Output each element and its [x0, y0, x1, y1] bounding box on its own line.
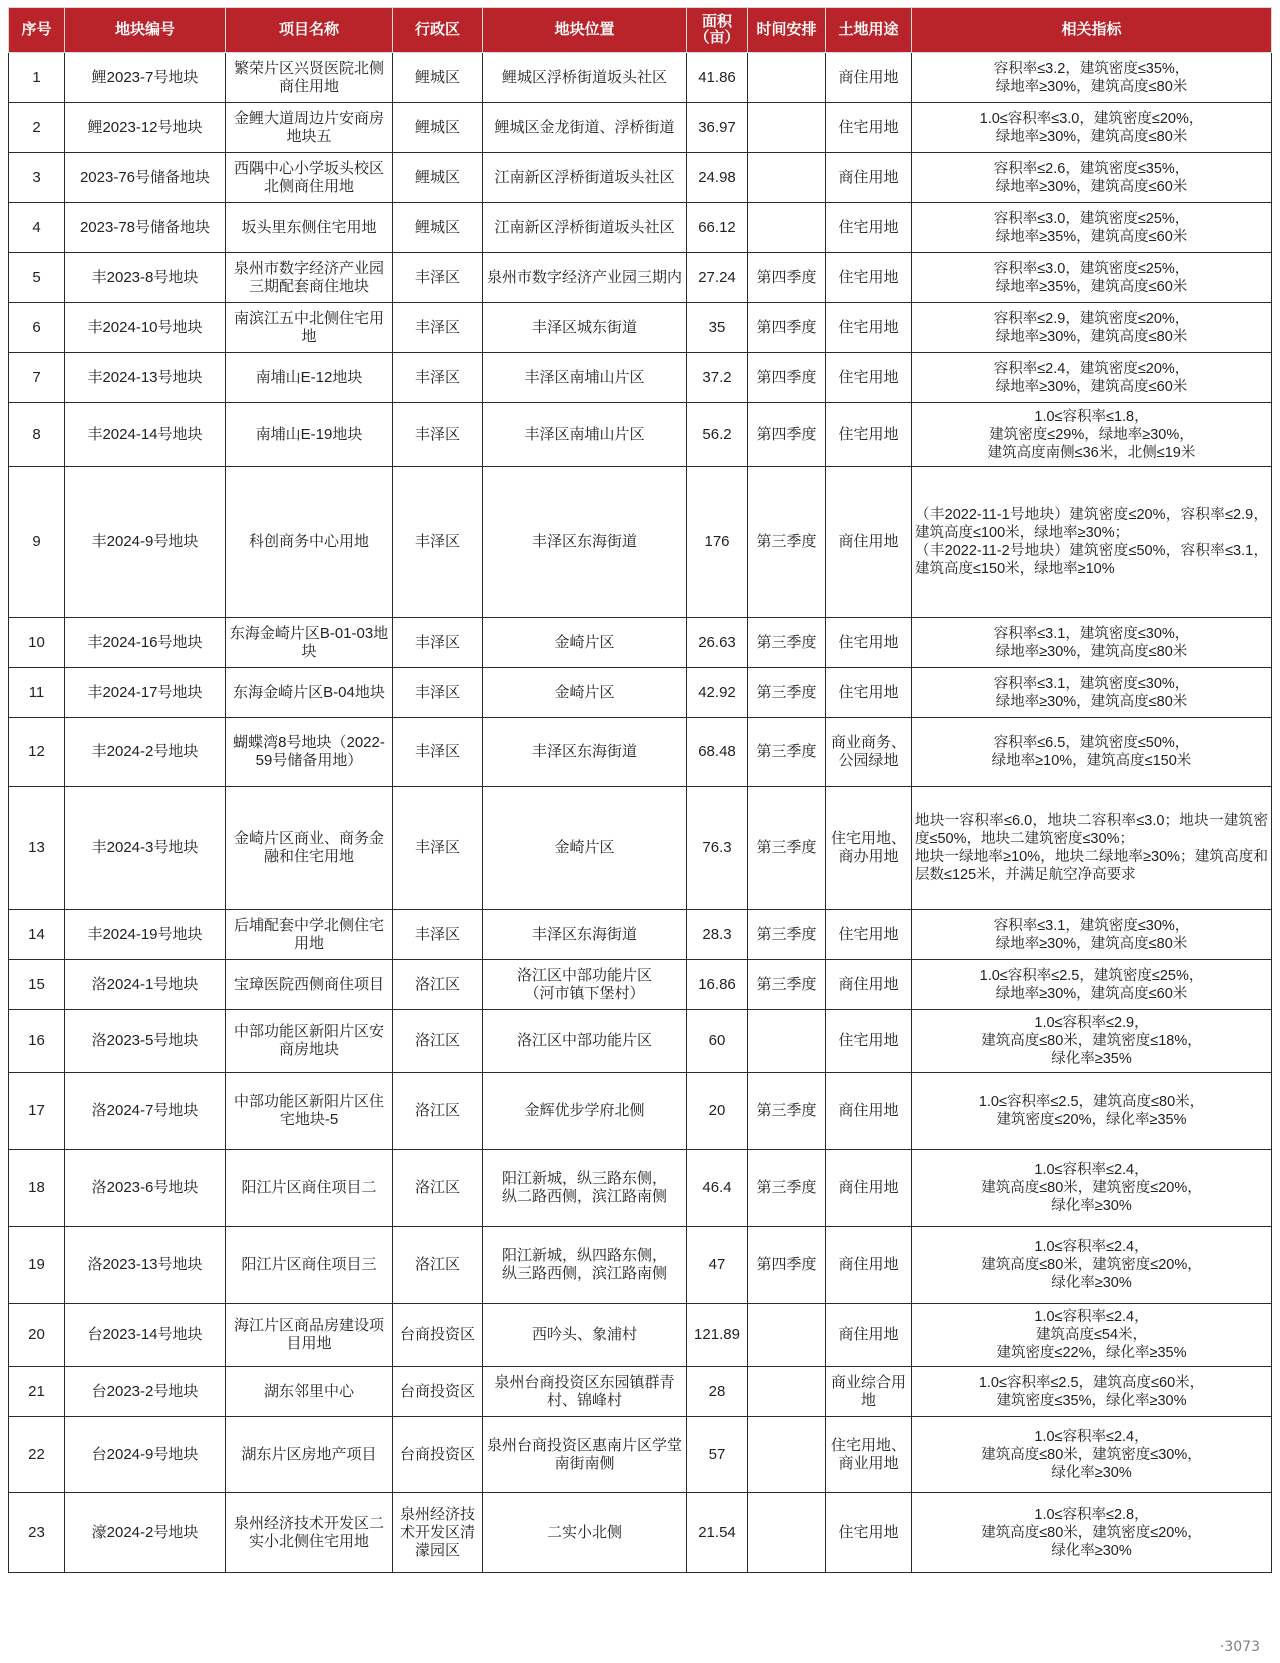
cell-area: 24.98 [687, 153, 748, 203]
table-row [9, 668, 1272, 718]
table-row [9, 787, 1272, 910]
cell-parcel-code: 2023-78号储备地块 [65, 203, 226, 253]
cell-parcel-code: 丰2024-3号地块 [65, 787, 226, 910]
cell-parcel-code: 台2023-14号地块 [65, 1304, 226, 1367]
cell-location: 丰泽区南埔山片区 [483, 353, 687, 403]
cell-land-use: 住宅用地 [826, 303, 912, 353]
cell-district: 台商投资区 [393, 1367, 483, 1417]
cell-project-name: 海江片区商品房建设项目用地 [226, 1304, 393, 1367]
cell-district: 鲤城区 [393, 153, 483, 203]
cell-schedule [748, 1304, 826, 1367]
cell-district: 台商投资区 [393, 1417, 483, 1493]
cell-serial-no: 22 [9, 1417, 65, 1493]
cell-land-use: 商住用地 [826, 1150, 912, 1227]
header-serial-no: 序号 [9, 8, 65, 53]
cell-serial-no: 20 [9, 1304, 65, 1367]
cell-area: 42.92 [687, 668, 748, 718]
cell-area: 35 [687, 303, 748, 353]
cell-location: 鲤城区浮桥街道坂头社区 [483, 53, 687, 103]
cell-area: 21.54 [687, 1493, 748, 1573]
header-parcel-code: 地块编号 [65, 8, 226, 53]
cell-indicators: 1.0≤容积率≤2.4， 建筑高度≤54米， 建筑密度≤22%，绿化率≥35% [912, 1304, 1272, 1367]
cell-parcel-code: 台2024-9号地块 [65, 1417, 226, 1493]
cell-parcel-code: 丰2023-8号地块 [65, 253, 226, 303]
cell-parcel-code: 洛2024-7号地块 [65, 1073, 226, 1150]
cell-location: 泉州市数字经济产业园三期内 [483, 253, 687, 303]
table-row [9, 353, 1272, 403]
cell-schedule: 第四季度 [748, 303, 826, 353]
cell-serial-no: 15 [9, 960, 65, 1010]
cell-serial-no: 19 [9, 1227, 65, 1304]
cell-parcel-code: 台2023-2号地块 [65, 1367, 226, 1417]
cell-schedule: 第三季度 [748, 1150, 826, 1227]
cell-district: 泉州经济技术开发区清濛园区 [393, 1493, 483, 1573]
cell-parcel-code: 濠2024-2号地块 [65, 1493, 226, 1573]
cell-project-name: 南滨江五中北侧住宅用地 [226, 303, 393, 353]
cell-schedule: 第三季度 [748, 618, 826, 668]
cell-project-name: 南埔山E-12地块 [226, 353, 393, 403]
cell-project-name: 阳江片区商住项目三 [226, 1227, 393, 1304]
cell-indicators: 容积率≤3.1，建筑密度≤30%， 绿地率≥30%，建筑高度≤80米 [912, 668, 1272, 718]
cell-project-name: 湖东邻里中心 [226, 1367, 393, 1417]
cell-land-use: 住宅用地 [826, 353, 912, 403]
cell-district: 鲤城区 [393, 53, 483, 103]
cell-land-use: 住宅用地 [826, 253, 912, 303]
cell-location: 金崎片区 [483, 668, 687, 718]
cell-location: 阳江新城，纵四路东侧， 纵三路西侧，滨江路南侧 [483, 1227, 687, 1304]
cell-land-use: 商住用地 [826, 1073, 912, 1150]
cell-location: 金崎片区 [483, 787, 687, 910]
cell-area: 76.3 [687, 787, 748, 910]
cell-indicators: 容积率≤3.0，建筑密度≤25%， 绿地率≥35%，建筑高度≤60米 [912, 203, 1272, 253]
cell-parcel-code: 鲤2023-7号地块 [65, 53, 226, 103]
table-row [9, 203, 1272, 253]
cell-indicators: 容积率≤2.6，建筑密度≤35%， 绿地率≥30%，建筑高度≤60米 [912, 153, 1272, 203]
table-row [9, 1150, 1272, 1227]
cell-serial-no: 7 [9, 353, 65, 403]
cell-area: 26.63 [687, 618, 748, 668]
cell-project-name: 繁荣片区兴贤医院北侧商住用地 [226, 53, 393, 103]
cell-land-use: 住宅用地 [826, 403, 912, 467]
cell-location: 丰泽区南埔山片区 [483, 403, 687, 467]
cell-indicators: 1.0≤容积率≤2.5，建筑密度≤25%， 绿地率≥30%，建筑高度≤60米 [912, 960, 1272, 1010]
table-header-row [9, 8, 1272, 53]
cell-schedule: 第三季度 [748, 668, 826, 718]
cell-location: 洛江区中部功能片区 [483, 1010, 687, 1073]
cell-serial-no: 3 [9, 153, 65, 203]
cell-indicators: 容积率≤3.0，建筑密度≤25%， 绿地率≥35%，建筑高度≤60米 [912, 253, 1272, 303]
cell-schedule: 第三季度 [748, 787, 826, 910]
cell-parcel-code: 洛2023-5号地块 [65, 1010, 226, 1073]
cell-schedule [748, 1493, 826, 1573]
header-indicators: 相关指标 [912, 8, 1272, 53]
cell-schedule [748, 1417, 826, 1493]
cell-area: 20 [687, 1073, 748, 1150]
cell-serial-no: 16 [9, 1010, 65, 1073]
cell-serial-no: 6 [9, 303, 65, 353]
header-area: 面积 （亩） [687, 8, 748, 53]
cell-indicators: 容积率≤6.5，建筑密度≤50%， 绿地率≥10%，建筑高度≤150米 [912, 718, 1272, 787]
cell-project-name: 坂头里东侧住宅用地 [226, 203, 393, 253]
cell-parcel-code: 丰2024-17号地块 [65, 668, 226, 718]
cell-district: 鲤城区 [393, 203, 483, 253]
cell-location: 二实小北侧 [483, 1493, 687, 1573]
cell-schedule: 第四季度 [748, 253, 826, 303]
header-location: 地块位置 [483, 8, 687, 53]
cell-district: 丰泽区 [393, 787, 483, 910]
cell-project-name: 阳江片区商住项目二 [226, 1150, 393, 1227]
cell-parcel-code: 丰2024-16号地块 [65, 618, 226, 668]
table-row [9, 1073, 1272, 1150]
cell-serial-no: 14 [9, 910, 65, 960]
cell-serial-no: 10 [9, 618, 65, 668]
land-table-container [8, 7, 1272, 1573]
cell-project-name: 泉州经济技术开发区二实小北侧住宅用地 [226, 1493, 393, 1573]
cell-area: 41.86 [687, 53, 748, 103]
cell-schedule [748, 53, 826, 103]
cell-schedule [748, 1367, 826, 1417]
cell-area: 66.12 [687, 203, 748, 253]
cell-area: 121.89 [687, 1304, 748, 1367]
table-row [9, 718, 1272, 787]
cell-indicators: 1.0≤容积率≤1.8， 建筑密度≤29%，绿地率≥30%， 建筑高度南侧≤36米，北侧≤19米 [912, 403, 1272, 467]
cell-project-name: 中部功能区新阳片区住宅地块-5 [226, 1073, 393, 1150]
table-row [9, 53, 1272, 103]
cell-land-use: 商住用地 [826, 53, 912, 103]
cell-schedule [748, 203, 826, 253]
cell-area: 68.48 [687, 718, 748, 787]
cell-indicators: 容积率≤2.4，建筑密度≤20%， 绿地率≥30%，建筑高度≤60米 [912, 353, 1272, 403]
cell-serial-no: 13 [9, 787, 65, 910]
cell-land-use: 住宅用地、商办用地 [826, 787, 912, 910]
cell-location: 泉州台商投资区东园镇群青村、锦峰村 [483, 1367, 687, 1417]
cell-schedule: 第三季度 [748, 910, 826, 960]
cell-land-use: 商业商务、公园绿地 [826, 718, 912, 787]
cell-indicators: 容积率≤3.1，建筑密度≤30%， 绿地率≥30%，建筑高度≤80米 [912, 618, 1272, 668]
table-row [9, 153, 1272, 203]
cell-project-name: 西隅中心小学坂头校区北侧商住用地 [226, 153, 393, 203]
cell-serial-no: 11 [9, 668, 65, 718]
table-row [9, 253, 1272, 303]
cell-serial-no: 18 [9, 1150, 65, 1227]
cell-district: 丰泽区 [393, 403, 483, 467]
cell-land-use: 商住用地 [826, 153, 912, 203]
cell-serial-no: 4 [9, 203, 65, 253]
table-row [9, 618, 1272, 668]
cell-district: 洛江区 [393, 1227, 483, 1304]
cell-district: 洛江区 [393, 1010, 483, 1073]
cell-area: 57 [687, 1417, 748, 1493]
cell-location: 西吟头、象浦村 [483, 1304, 687, 1367]
cell-parcel-code: 丰2024-19号地块 [65, 910, 226, 960]
table-body [9, 53, 1272, 1573]
cell-area: 27.24 [687, 253, 748, 303]
cell-land-use: 住宅用地 [826, 1010, 912, 1073]
cell-area: 46.4 [687, 1150, 748, 1227]
cell-indicators: 1.0≤容积率≤2.8， 建筑高度≤80米，建筑密度≤20%， 绿化率≥30% [912, 1493, 1272, 1573]
cell-parcel-code: 丰2024-10号地块 [65, 303, 226, 353]
cell-location: 江南新区浮桥街道坂头社区 [483, 153, 687, 203]
cell-serial-no: 12 [9, 718, 65, 787]
cell-district: 洛江区 [393, 960, 483, 1010]
table-row [9, 467, 1272, 618]
cell-project-name: 东海金崎片区B-01-03地块 [226, 618, 393, 668]
cell-location: 金辉优步学府北侧 [483, 1073, 687, 1150]
cell-indicators: 1.0≤容积率≤2.4， 建筑高度≤80米，建筑密度≤20%， 绿化率≥30% [912, 1150, 1272, 1227]
cell-land-use: 住宅用地、商业用地 [826, 1417, 912, 1493]
cell-land-use: 住宅用地 [826, 103, 912, 153]
cell-project-name: 中部功能区新阳片区安商房地块 [226, 1010, 393, 1073]
cell-district: 丰泽区 [393, 303, 483, 353]
cell-indicators: 容积率≤2.9，建筑密度≤20%， 绿地率≥30%，建筑高度≤80米 [912, 303, 1272, 353]
cell-land-use: 住宅用地 [826, 910, 912, 960]
cell-land-use: 住宅用地 [826, 203, 912, 253]
table-row [9, 403, 1272, 467]
cell-land-use: 住宅用地 [826, 1493, 912, 1573]
cell-parcel-code: 洛2024-1号地块 [65, 960, 226, 1010]
cell-land-use: 商住用地 [826, 467, 912, 618]
header-schedule: 时间安排 [748, 8, 826, 53]
cell-district: 鲤城区 [393, 103, 483, 153]
cell-indicators: 1.0≤容积率≤2.4， 建筑高度≤80米，建筑密度≤20%， 绿化率≥30% [912, 1227, 1272, 1304]
cell-location: 鲤城区金龙街道、浮桥街道 [483, 103, 687, 153]
table-row [9, 1010, 1272, 1073]
table-row [9, 1493, 1272, 1573]
cell-project-name: 湖东片区房地产项目 [226, 1417, 393, 1493]
table-row [9, 1304, 1272, 1367]
cell-land-use: 商住用地 [826, 1227, 912, 1304]
cell-location: 丰泽区东海街道 [483, 718, 687, 787]
cell-area: 56.2 [687, 403, 748, 467]
cell-schedule [748, 153, 826, 203]
table-row [9, 1417, 1272, 1493]
cell-district: 丰泽区 [393, 467, 483, 618]
cell-land-use: 商住用地 [826, 1304, 912, 1367]
cell-area: 16.86 [687, 960, 748, 1010]
cell-serial-no: 17 [9, 1073, 65, 1150]
cell-serial-no: 9 [9, 467, 65, 618]
cell-project-name: 蝴蝶湾8号地块（2022-59号储备用地） [226, 718, 393, 787]
cell-district: 洛江区 [393, 1150, 483, 1227]
header-district: 行政区 [393, 8, 483, 53]
cell-location: 泉州台商投资区惠南片区学堂南街南侧 [483, 1417, 687, 1493]
cell-project-name: 金崎片区商业、商务金融和住宅用地 [226, 787, 393, 910]
cell-schedule: 第三季度 [748, 718, 826, 787]
cell-schedule: 第四季度 [748, 353, 826, 403]
cell-serial-no: 21 [9, 1367, 65, 1417]
cell-district: 丰泽区 [393, 253, 483, 303]
cell-schedule: 第四季度 [748, 1227, 826, 1304]
table-row [9, 103, 1272, 153]
cell-land-use: 商住用地 [826, 960, 912, 1010]
cell-parcel-code: 2023-76号储备地块 [65, 153, 226, 203]
cell-project-name: 泉州市数字经济产业园三期配套商住地块 [226, 253, 393, 303]
cell-location: 江南新区浮桥街道坂头社区 [483, 203, 687, 253]
cell-area: 37.2 [687, 353, 748, 403]
table-row [9, 303, 1272, 353]
cell-serial-no: 8 [9, 403, 65, 467]
table-row [9, 960, 1272, 1010]
watermark: ·3073 [1219, 1639, 1260, 1655]
cell-indicators: （丰2022-11-1号地块）建筑密度≤20%，容积率≤2.9，建筑高度≤100米，绿地率≥30%； （丰2022-11-2号地块）建筑密度≤50%，容积率≤3.1，建筑高度≤150米，绿地率≥10% [912, 467, 1272, 618]
cell-area: 28 [687, 1367, 748, 1417]
cell-land-use: 住宅用地 [826, 668, 912, 718]
cell-indicators: 1.0≤容积率≤2.9， 建筑高度≤80米，建筑密度≤18%， 绿化率≥35% [912, 1010, 1272, 1073]
cell-indicators: 1.0≤容积率≤3.0，建筑密度≤20%， 绿地率≥30%，建筑高度≤80米 [912, 103, 1272, 153]
cell-district: 丰泽区 [393, 353, 483, 403]
cell-land-use: 住宅用地 [826, 618, 912, 668]
cell-location: 金崎片区 [483, 618, 687, 668]
cell-parcel-code: 丰2024-14号地块 [65, 403, 226, 467]
cell-project-name: 南埔山E-19地块 [226, 403, 393, 467]
cell-area: 28.3 [687, 910, 748, 960]
cell-project-name: 后埔配套中学北侧住宅用地 [226, 910, 393, 960]
cell-district: 丰泽区 [393, 618, 483, 668]
cell-schedule: 第三季度 [748, 960, 826, 1010]
cell-parcel-code: 丰2024-2号地块 [65, 718, 226, 787]
cell-serial-no: 5 [9, 253, 65, 303]
cell-location: 洛江区中部功能片区 （河市镇下堡村） [483, 960, 687, 1010]
cell-serial-no: 1 [9, 53, 65, 103]
table-row [9, 1227, 1272, 1304]
cell-indicators: 容积率≤3.2，建筑密度≤35%， 绿地率≥30%，建筑高度≤80米 [912, 53, 1272, 103]
table-row [9, 1367, 1272, 1417]
cell-indicators: 1.0≤容积率≤2.4， 建筑高度≤80米，建筑密度≤30%， 绿化率≥30% [912, 1417, 1272, 1493]
cell-parcel-code: 丰2024-9号地块 [65, 467, 226, 618]
cell-schedule: 第四季度 [748, 403, 826, 467]
cell-project-name: 科创商务中心用地 [226, 467, 393, 618]
cell-serial-no: 23 [9, 1493, 65, 1573]
cell-project-name: 金鲤大道周边片安商房地块五 [226, 103, 393, 153]
cell-parcel-code: 洛2023-6号地块 [65, 1150, 226, 1227]
cell-location: 丰泽区东海街道 [483, 467, 687, 618]
cell-serial-no: 2 [9, 103, 65, 153]
cell-location: 丰泽区东海街道 [483, 910, 687, 960]
cell-area: 47 [687, 1227, 748, 1304]
cell-schedule [748, 1010, 826, 1073]
cell-indicators: 地块一容积率≤6.0，地块二容积率≤3.0；地块一建筑密度≤50%，地块二建筑密度≤30%； 地块一绿地率≥10%，地块二绿地率≥30%；建筑高度和层数≤125米，并满足航空净高要求 [912, 787, 1272, 910]
cell-schedule: 第三季度 [748, 467, 826, 618]
cell-project-name: 东海金崎片区B-04地块 [226, 668, 393, 718]
cell-indicators: 1.0≤容积率≤2.5，建筑高度≤80米， 建筑密度≤20%，绿化率≥35% [912, 1073, 1272, 1150]
cell-district: 丰泽区 [393, 668, 483, 718]
cell-parcel-code: 鲤2023-12号地块 [65, 103, 226, 153]
cell-district: 丰泽区 [393, 718, 483, 787]
cell-parcel-code: 丰2024-13号地块 [65, 353, 226, 403]
cell-schedule [748, 103, 826, 153]
cell-area: 36.97 [687, 103, 748, 153]
cell-project-name: 宝璋医院西侧商住项目 [226, 960, 393, 1010]
land-parcel-table [8, 7, 1272, 1573]
table-row [9, 910, 1272, 960]
cell-location: 阳江新城，纵三路东侧， 纵二路西侧，滨江路南侧 [483, 1150, 687, 1227]
cell-district: 丰泽区 [393, 910, 483, 960]
cell-location: 丰泽区城东街道 [483, 303, 687, 353]
cell-indicators: 1.0≤容积率≤2.5，建筑高度≤60米， 建筑密度≤35%，绿化率≥30% [912, 1367, 1272, 1417]
cell-land-use: 商业综合用地 [826, 1367, 912, 1417]
cell-district: 洛江区 [393, 1073, 483, 1150]
header-project-name: 项目名称 [226, 8, 393, 53]
cell-parcel-code: 洛2023-13号地块 [65, 1227, 226, 1304]
cell-indicators: 容积率≤3.1，建筑密度≤30%， 绿地率≥30%，建筑高度≤80米 [912, 910, 1272, 960]
header-land-use: 土地用途 [826, 8, 912, 53]
cell-district: 台商投资区 [393, 1304, 483, 1367]
cell-area: 60 [687, 1010, 748, 1073]
cell-area: 176 [687, 467, 748, 618]
cell-schedule: 第三季度 [748, 1073, 826, 1150]
